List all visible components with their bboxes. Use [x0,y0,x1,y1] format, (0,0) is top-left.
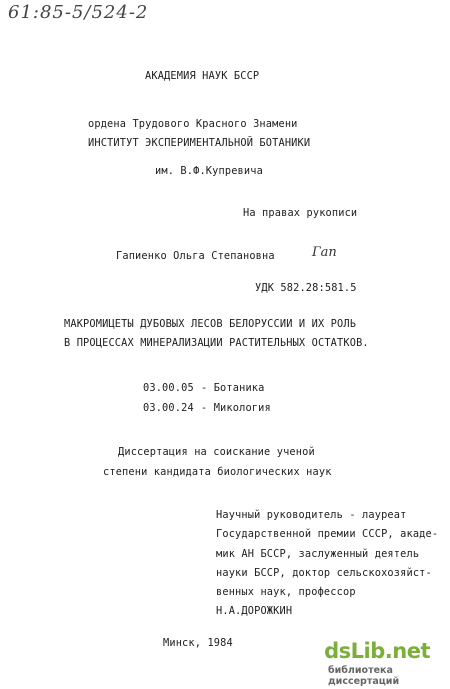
udc-code: УДК 582.28:581.5 [255,282,357,294]
title-line-2: В ПРОЦЕССАХ МИНЕРАЛИЗАЦИИ РАСТИТЕЛЬНЫХ ОСТАТКОВ. [64,337,369,349]
handwritten-catalog-number: 61:85-5/524-2 [8,2,149,23]
dissertation-line-1: Диссертация на соискание ученой [118,446,315,458]
supervisor-line-3: мик АН БССР, заслуженный деятель [216,548,420,560]
city-year: Минск, 1984 [163,637,233,649]
specialty-code-2: 03.00.24 [143,402,194,414]
specialty-name-2: - Микология [201,402,271,414]
specialty-name-1: - Ботаника [201,382,265,394]
institute-name: ИНСТИТУТ ЭКСПЕРИМЕНТАЛЬНОЙ БОТАНИКИ [88,137,311,149]
supervisor-line-4: науки БССР, доктор сельскохозяйст- [216,567,432,579]
author-signature: Гап [312,245,337,260]
supervisor-name: Н.А.ДОРОЖКИН [216,605,293,617]
order-line: ордена Трудового Красного Знамени [88,118,298,130]
academy-name: АКАДЕМИЯ НАУК БССР [145,70,260,82]
rights-notice: На правах рукописи [243,207,358,219]
title-line-1: МАКРОМИЦЕТЫ ДУБОВЫХ ЛЕСОВ БЕЛОРУССИИ И ИХ РОЛЬ [64,318,357,330]
supervisor-line-2: Государственной премии СССР, акаде- [216,528,439,540]
dissertation-line-2: степени кандидата биологических наук [103,466,332,478]
watermark-logo: dsLib.net [324,639,430,663]
supervisor-line-5: венных наук, профессор [216,586,356,598]
dslib-watermark[interactable] [324,639,438,687]
specialty-code-1: 03.00.05 [143,382,194,394]
author-name: Гапиенко Ольга Степановна [116,250,275,262]
supervisor-line-1: Научный руководитель - лауреат [216,509,407,521]
named-after: им. В.Ф.Купревича [155,165,263,177]
watermark-caption: библиотека диссертаций [328,665,400,687]
